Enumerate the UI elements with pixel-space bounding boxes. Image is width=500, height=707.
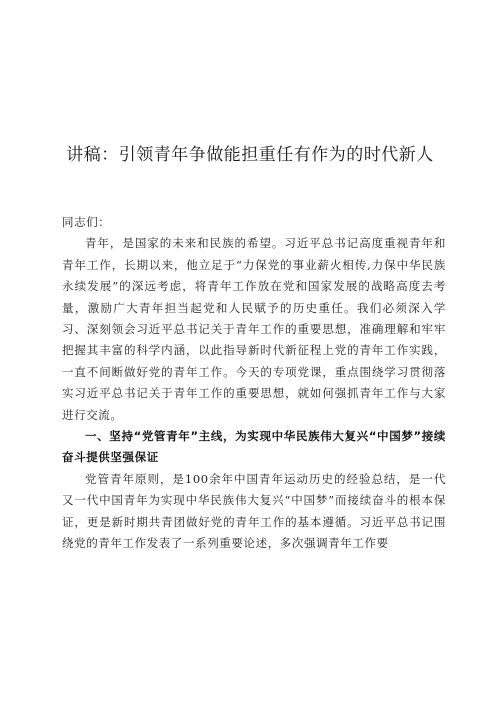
section-heading-1: 一、坚持“党管青年”主线，为实现中华民族伟大复兴“中国梦”接续奋斗提供坚强保证: [62, 429, 446, 465]
salutation: 同志们：: [62, 215, 111, 229]
paragraph-intro: 青年，是国家的未来和民族的希望。习近平总书记高度重视青年和青年工作，长期以来，他立足于“力保党的事业薪火相传,力保中华民族永续发展”的深远考虑，将青年工作放在党和国家发展的战略高度去考量，激励广大青年担当起党和人民赋予的历史重任。我们必须深入学习、深刻领会习近平总书记关于青年工作的重要思想，准确理解和牢牢把握其丰富的科学内涵，以此指导新时代新征程上党的青年工作实践，一直不间断做好党的青年工作。今天的专项党课，重点围绕学习贯彻落实习近平总书记关于青年工作的重要思想，就如何强抓青年工作与大家进行交流。: [62, 236, 446, 422]
document-body: [62, 212, 446, 555]
paragraph-section-1: 党管青年原则，是100余年中国青年运动历史的经验总结，是一代又一代中国青年为实现中华民族伟大复兴“中国梦”而接续奋斗的根本保证，更是新时期共青团做好党的青年工作的基本遵循。习近平总书记围绕党的青年工作发表了一系列重要论述，多次强调青年工作要: [62, 471, 446, 551]
document-title: 讲稿：引领青年争做能担重任有作为的时代新人: [66, 145, 434, 165]
